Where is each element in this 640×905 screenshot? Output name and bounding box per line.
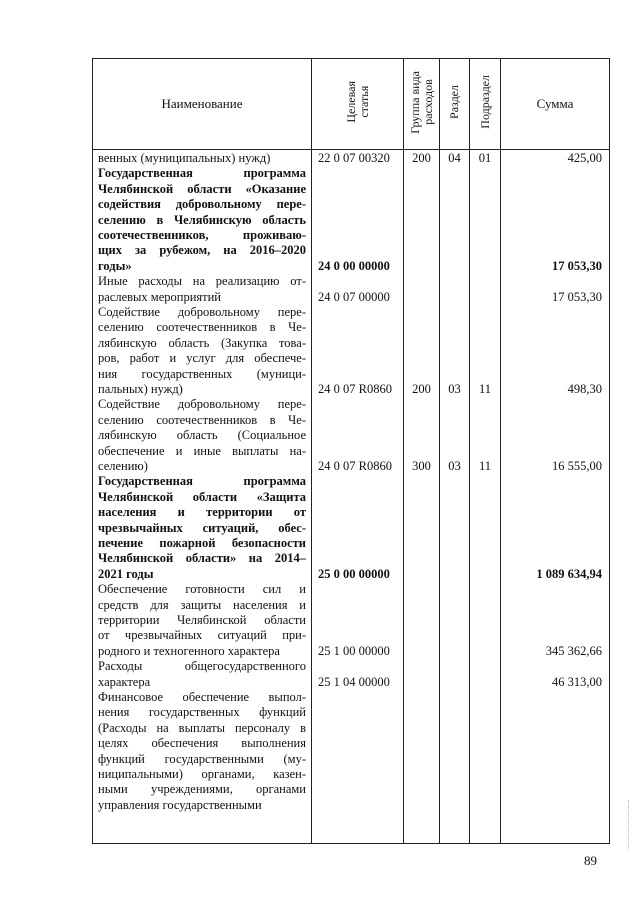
row-name-line: ния государственных (муници- <box>98 366 306 381</box>
row-name-line: Иные расходы на реализацию от- <box>98 274 306 289</box>
row-name-line: от чрезвычайных ситуаций при- <box>98 628 306 643</box>
row-name-line: Государственная программа <box>98 166 306 181</box>
row-name-line: печение пожарной безопасности <box>98 536 306 550</box>
row-name-line: лябинскую область (Закупка това- <box>98 335 306 350</box>
row-name-line: Челябинской области «Оказание <box>98 181 306 196</box>
row-name-line: селению соотечественников в Че- <box>98 412 306 427</box>
header-subsection: Подраздел <box>470 59 501 150</box>
row-section: 04 <box>448 151 461 165</box>
row-name-line: селению в Челябинскую область <box>98 212 306 227</box>
row-name-line: характера <box>98 674 151 689</box>
row-section: 03 <box>448 459 461 473</box>
row-target-article: 25 0 00 00000 <box>318 566 390 581</box>
row-expense-group: 200 <box>412 382 431 396</box>
row-subsection: 11 <box>478 459 492 473</box>
header-target-article: Целевая статья <box>312 59 404 150</box>
row-name-line: родного и техногенного характера <box>98 643 280 658</box>
row-name-line: обеспечение и иные выплаты на- <box>98 443 306 458</box>
section-column <box>440 150 470 844</box>
row-section: 03 <box>448 382 461 396</box>
row-target-article: 24 0 07 R0860 <box>318 459 392 473</box>
row-name-line: (Расходы на выплаты персоналу в <box>98 720 306 735</box>
sum-column <box>501 150 610 844</box>
row-name-line: ниципальными) органами, казен- <box>98 767 306 781</box>
group-column <box>404 150 440 844</box>
row-sum: 46 313,00 <box>552 674 602 689</box>
row-name-line: средств для защиты населения и <box>98 597 306 612</box>
row-name-line: венных (муниципальных) нужд) <box>98 151 271 165</box>
row-sum: 17 053,30 <box>552 289 602 304</box>
row-sum: 345 362,66 <box>545 643 602 658</box>
row-name-line: чрезвычайных ситуаций, обес- <box>98 520 306 535</box>
row-name-line: Обеспечение готовности сил и <box>98 582 306 597</box>
row-target-article: 24 0 00 00000 <box>318 258 390 273</box>
row-sum: 1 089 634,94 <box>536 566 602 581</box>
row-name-line: содействия добровольному пере- <box>98 197 306 212</box>
row-name-line: раслевых мероприятий <box>98 289 221 304</box>
row-name-line: Содействие добровольному пере- <box>98 305 306 319</box>
row-name-line: ными учреждениями, органами <box>98 782 306 797</box>
row-expense-group: 200 <box>412 151 431 165</box>
row-sum: 498,30 <box>567 382 602 396</box>
row-name-line: функций государственными (му- <box>98 751 306 766</box>
row-name-line: пальных) нужд) <box>98 382 183 396</box>
row-target-article: 24 0 07 R0860 <box>318 382 392 396</box>
row-target-article: 25 1 00 00000 <box>318 643 390 658</box>
row-subsection: 01 <box>478 151 492 165</box>
budget-table <box>92 58 610 844</box>
table-body-row <box>93 150 610 844</box>
table-header-row <box>93 59 610 150</box>
row-name-line: селению) <box>98 459 148 473</box>
row-name-line: 2021 годы <box>98 566 154 581</box>
row-name-line: населения и территории от <box>98 505 306 520</box>
row-name-line: Финансовое обеспечение выпол- <box>98 690 306 704</box>
row-name-line: территории Челябинской области <box>98 613 306 627</box>
row-name-line: целях обеспечения выполнения <box>98 736 306 751</box>
row-subsection: 11 <box>478 382 492 396</box>
row-name-line: Государственная программа <box>98 474 306 489</box>
row-name-line: соотечественников, проживаю- <box>98 228 306 242</box>
margin-mark <box>628 800 630 850</box>
page-number: 89 <box>584 853 597 868</box>
row-name-line: селению соотечественников в Че- <box>98 320 306 335</box>
row-name-line: нения государственных функций <box>98 705 306 720</box>
code-column <box>312 150 404 844</box>
row-name-line: щих за рубежом, на 2016–2020 <box>98 243 306 258</box>
header-section: Раздел <box>440 59 470 150</box>
header-sum: Сумма <box>501 59 610 150</box>
row-target-article: 22 0 07 00320 <box>318 151 390 165</box>
row-name-line: Расходы общегосударственного <box>98 659 306 674</box>
name-column <box>93 150 312 844</box>
row-sum: 17 053,30 <box>552 258 602 273</box>
row-name-line: управления государственными <box>98 797 262 812</box>
header-expense-group: Группа вида расходов <box>404 59 440 150</box>
row-expense-group: 300 <box>412 459 431 473</box>
row-target-article: 24 0 07 00000 <box>318 289 390 304</box>
row-name-line: Содействие добровольному пере- <box>98 397 306 412</box>
header-name: Наименование <box>93 59 312 150</box>
row-name-line: лябинскую область (Социальное <box>98 428 306 443</box>
subsection-column <box>470 150 501 844</box>
row-name-line: годы» <box>98 258 132 273</box>
row-name-line: Челябинской области» на 2014– <box>98 551 306 566</box>
row-target-article: 25 1 04 00000 <box>318 674 390 689</box>
row-name-line: ров, работ и услуг для обеспече- <box>98 351 306 366</box>
row-sum: 425,00 <box>567 151 602 165</box>
row-name-line: Челябинской области «Защита <box>98 489 306 504</box>
row-sum: 16 555,00 <box>552 459 602 473</box>
